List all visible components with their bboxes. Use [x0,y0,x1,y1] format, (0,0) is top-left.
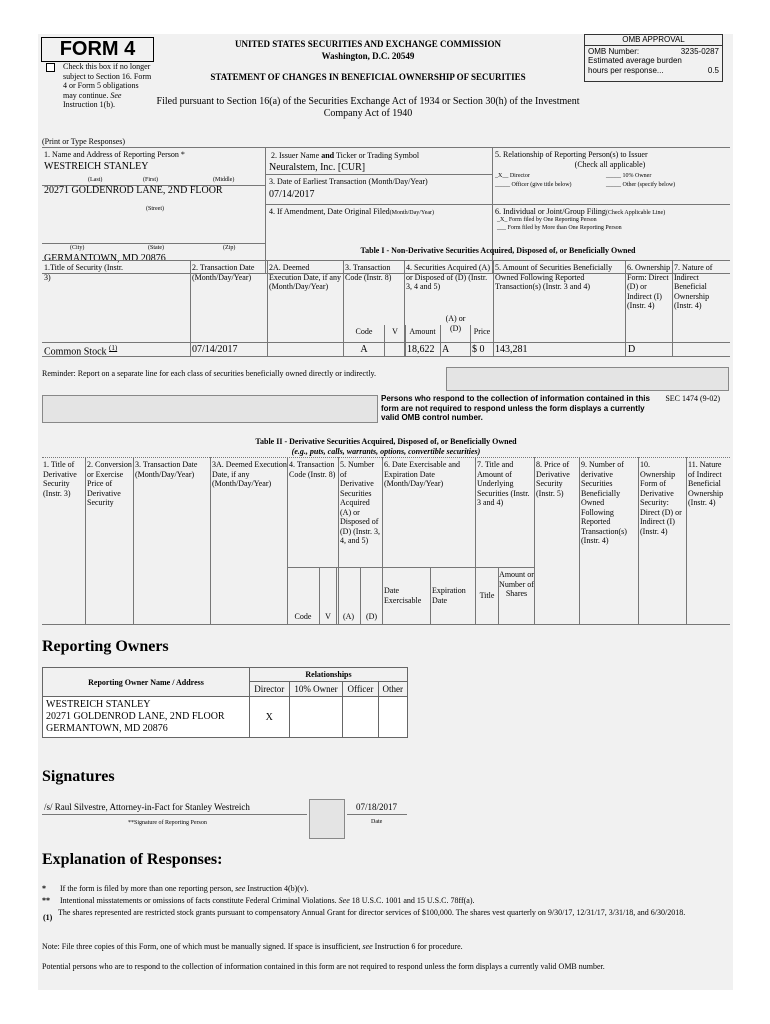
n1-see: see [235,884,246,893]
ro-owner-name-cell [43,697,250,738]
t1-h2: 2. Transaction Date (Month/Day/Year) [192,263,255,282]
t2-h6: 6. Date Exercisable and Expiration Date (Month/Day/Year) [384,460,460,488]
shaded-box-2 [446,367,729,391]
signatures-heading: Signatures [42,768,115,785]
n2-mark: ** [42,896,50,905]
t2-sub-a: (A) [342,612,355,621]
t1-row-code: A [360,344,368,355]
omb-title: OMB APPROVAL [585,35,722,46]
ro-director-mark: X [250,697,290,738]
explanation-heading: Explanation of Responses: [42,851,223,868]
individual-label [495,207,665,217]
first-label: (First) [143,177,158,183]
t1-row-form: D [628,344,636,355]
file-copies-note [42,942,722,952]
form-title: FORM 4 [41,37,154,62]
persons-respond-text: Persons who respond to the collection of information contained in this form are not required to respond unless the form displays a currently valid OMB control number. [381,394,650,422]
signature-text: /s/ Raul Silvestre, Attorney-in-Fact for Stanley Westreich [44,802,250,812]
name-star: * [180,150,185,159]
issuer-label [271,151,419,161]
t1-row-owned: 143,281 [495,344,528,355]
indiv-small: (Check Applicable Line) [605,210,666,216]
t2-h11: 11. Nature of Indirect Beneficial Ownership (Instr. 4) [688,460,724,507]
zip-label: (Zip) [223,245,236,251]
ro-col-officer: Officer [343,682,378,697]
rel-officer: _____ Officer (give title below) [495,182,572,188]
check-text: Check this box if no longer subject to Section 16. Form 4 or Form 5 obligations may continue. [63,62,152,100]
t1-sub-v: V [392,327,398,336]
note-a: Note: File three copies of this Form, one of which must be manually signed. If space is insufficient, [42,942,361,951]
filed-pursuant: Filed pursuant to Section 16(a) of the Securities Exchange Act of 1934 or Section 30(h) of the Investment Company Act of 1940 [156,96,580,119]
signature-date: 07/18/2017 [356,802,398,812]
t2-sub-title: Title [479,591,495,600]
ro-col-rel: Relationships [250,668,408,682]
t2-sub-code: Code [294,612,312,621]
indiv-one: _X_ Form filed by One Reporting Person [497,217,597,223]
ro-col-owner: 10% Owner [289,682,343,697]
omb-approval-box [584,34,723,82]
t1-sub-aord: (A) or (D) [445,314,466,333]
t2-h3a: 3A. Deemed Execution Date, if any (Month/Day/Year) [212,460,287,488]
middle-label: (Middle) [213,177,235,183]
t1-sub-price: Price [473,327,491,336]
form-page [38,34,733,990]
n1-b: Instruction 4(b)(v). [247,884,309,893]
t1-h2a: 2A. Deemed Execution Date, if any (Month/Day/Year) [269,263,341,291]
t2-h1: 1. Title of Derivative Security (Instr. 3) [43,460,77,498]
omb-hours: 0.5 [707,65,719,75]
footnote-1-mark: (1) [43,913,53,922]
t2-h3: 3. Transaction Date (Month/Day/Year) [135,460,198,479]
t1-sub-code: Code [355,327,373,336]
omb-number-label: OMB Number: [588,46,640,56]
footnote-1-text: The shares represented are restricted stock grants pursuant to compensatory Annual Grant for director services of $100,000. The shares vest quarterly on 9/30/17, 12/31/17, 3/31/18, and 6/30/2018. [58,908,686,917]
rel-owner: _____ 10% Owner [606,173,652,179]
reporting-person-name: WESTREICH STANLEY [44,161,149,172]
t2-h9: 9. Number of derivative Securities Beneficially Owned Following Reported Transaction(s) (Instr. 4) [581,460,627,545]
issuer-name: Neuralstem, Inc. [CUR] [269,162,366,173]
ro-col-director: Director [250,682,290,697]
t1-h6: 6. Ownership Form: Direct (D) or Indirect (I) (Instr. 4) [627,263,671,310]
reminder-text: Reminder: Report on a separate line for each class of securities beneficially owned directly or indirectly. [42,369,377,378]
last-label: (Last) [88,177,103,183]
t1-row-title [44,344,117,358]
reporting-city: GERMANTOWN, MD 20876 [44,253,166,264]
issuer-label-and: and [321,151,335,160]
t1-row-title-text: Common Stock [44,346,107,358]
city-label: (City) [70,245,85,251]
state-label: (State) [148,245,164,251]
n2-a: Intentional misstatements or omissions of facts constitute Federal Criminal Violations. [60,896,337,905]
rel-other: _____ Other (specify below) [606,182,676,188]
commission-name: UNITED STATES SECURITIES AND EXCHANGE COMMISSION [235,39,501,49]
issuer-label-a: 2. Issuer Name [271,151,320,160]
t2-h7: 7. Title and Amount of Underlying Securities (Instr. 3 and 4) [477,460,530,507]
ro-col-other: Other [378,682,407,697]
potential-persons-note: Potential persons who are to respond to the collection of information contained in this form are not required to respond unless the form displays a currently valid OMB number. [42,962,605,971]
n1-a: If the form is filed by more than one reporting person, [60,884,234,893]
ro-owner-name: WESTREICH STANLEY [46,699,151,710]
print-type-note: (Print or Type Responses) [42,137,126,146]
amend-label: 4. If Amendment, Date Original Filed [269,207,390,216]
table2-subtitle: (e.g., puts, calls, warrants, options, convertible securities) [291,447,481,456]
name-address-label [44,150,185,160]
ro-owner-mark [289,697,343,738]
table2-title: Table II - Derivative Securities Acquired, Disposed of, or Beneficially Owned [255,437,517,446]
t1-row-aord: A [442,344,450,355]
earliest-date-label: 3. Date of Earliest Transaction (Month/Day/Year) [269,177,428,186]
street-label: (Street) [146,206,164,212]
t1-sub-amount: Amount [409,327,436,336]
check-box-text [63,62,153,110]
n1-mark: * [42,884,46,893]
omb-hours-row [585,66,722,76]
t2-sub-amount: Amount or Number of Shares [499,570,534,598]
omb-number-row [585,46,722,57]
no-longer-subject-checkbox[interactable] [46,63,55,72]
sec-code: SEC 1474 (9-02) [665,394,720,403]
shaded-box-1 [42,395,378,423]
ro-col-name: Reporting Owner Name / Address [43,668,250,697]
signature-date-label: Date [371,819,383,825]
indiv-more: ___ Form filed by More than One Reporting Person [497,225,622,231]
t2-h4: 4. Transaction Code (Instr. 8) [289,460,336,479]
note-b: Instruction 6 for procedure. [374,942,463,951]
rel-director: _X__ Director [495,173,530,179]
t2-sub-exp: Expiration Date [432,586,466,605]
t1-h7: 7. Nature of Indirect Beneficial Ownership (Instr. 4) [674,263,713,310]
explanation-note-1 [42,884,722,894]
signature-label: **Signature of Reporting Person [128,820,207,826]
t1-h1: 1.Title of Security (Instr. 3) [44,263,124,282]
t1-row-price: $ 0 [472,344,485,355]
t2-sub-d: (D) [365,612,378,621]
t2-h2: 2. Conversion or Exercise Price of Derivative Security [87,460,132,507]
t2-sub-v: V [325,612,331,621]
t1-row-footnote[interactable]: (1) [109,344,118,352]
ro-officer-mark [343,697,378,738]
ro-owner-city: GERMANTOWN, MD 20876 [46,723,168,734]
relationship-check: (Check all applicable) [574,160,646,169]
amend-small: (Month/Day/Year) [389,210,435,216]
indiv-label: 6. Individual or Joint/Group Filing [495,207,606,216]
earliest-date: 07/14/2017 [269,189,315,200]
t2-h8: 8. Price of Derivative Security (Instr. 5) [536,460,570,498]
t1-row-date: 07/14/2017 [192,344,238,355]
amendment-label [269,207,434,217]
omb-estimated: Estimated average burden [588,56,682,65]
check-instr: Instruction 1(b). [63,100,115,109]
n2-b: 18 U.S.C. 1001 and 15 U.S.C. 78ff(a). [351,896,475,905]
note-see: see [362,942,373,951]
issuer-label-b: Ticker or Trading Symbol [335,151,420,160]
t2-h5: 5. Number of Derivative Securities Acquired (A) or Disposed of (D) (Instr. 3, 4, and 5) [340,460,380,545]
omb-number: 3235-0287 [680,46,719,56]
commission-city: Washington, D.C. 20549 [321,51,415,61]
reporting-owners-table [42,667,408,738]
explanation-note-2 [42,896,722,906]
t1-h5: 5. Amount of Securities Beneficially Owned Following Reported Transaction(s) (Instr. 3 and 4) [495,263,613,291]
reporting-owners-heading: Reporting Owners [42,638,169,655]
signature-shade [309,799,345,839]
ro-owner-address: 20271 GOLDENROD LANE, 2ND FLOOR [46,711,225,722]
check-see: See [110,90,122,100]
t2-h10: 10. Ownership Form of Derivative Security: Direct (D) or Indirect (I) (Instr. 4) [640,460,682,536]
t1-row-amount: 18,622 [407,344,435,355]
t1-h4: 4. Securities Acquired (A) or Disposed of (D) (Instr. 3, 4 and 5) [406,263,490,291]
omb-hours-label: hours per response... [588,65,664,75]
statement-title: STATEMENT OF CHANGES IN BENEFICIAL OWNERSHIP OF SECURITIES [210,72,526,82]
reporting-address: 20271 GOLDENROD LANE, 2ND FLOOR [44,185,223,196]
t2-sub-date-ex: Date Exercisable [384,586,422,605]
table1-title: Table I - Non-Derivative Securities Acquired, Disposed of, or Beneficially Owned [360,246,636,255]
relationship-label: 5. Relationship of Reporting Person(s) to Issuer [495,150,648,159]
t1-h3: 3. Transaction Code (Instr. 8) [345,263,392,282]
n2-see: See [338,896,350,905]
ro-other-mark [378,697,407,738]
name-label: 1. Name and Address of Reporting Person [44,150,179,159]
